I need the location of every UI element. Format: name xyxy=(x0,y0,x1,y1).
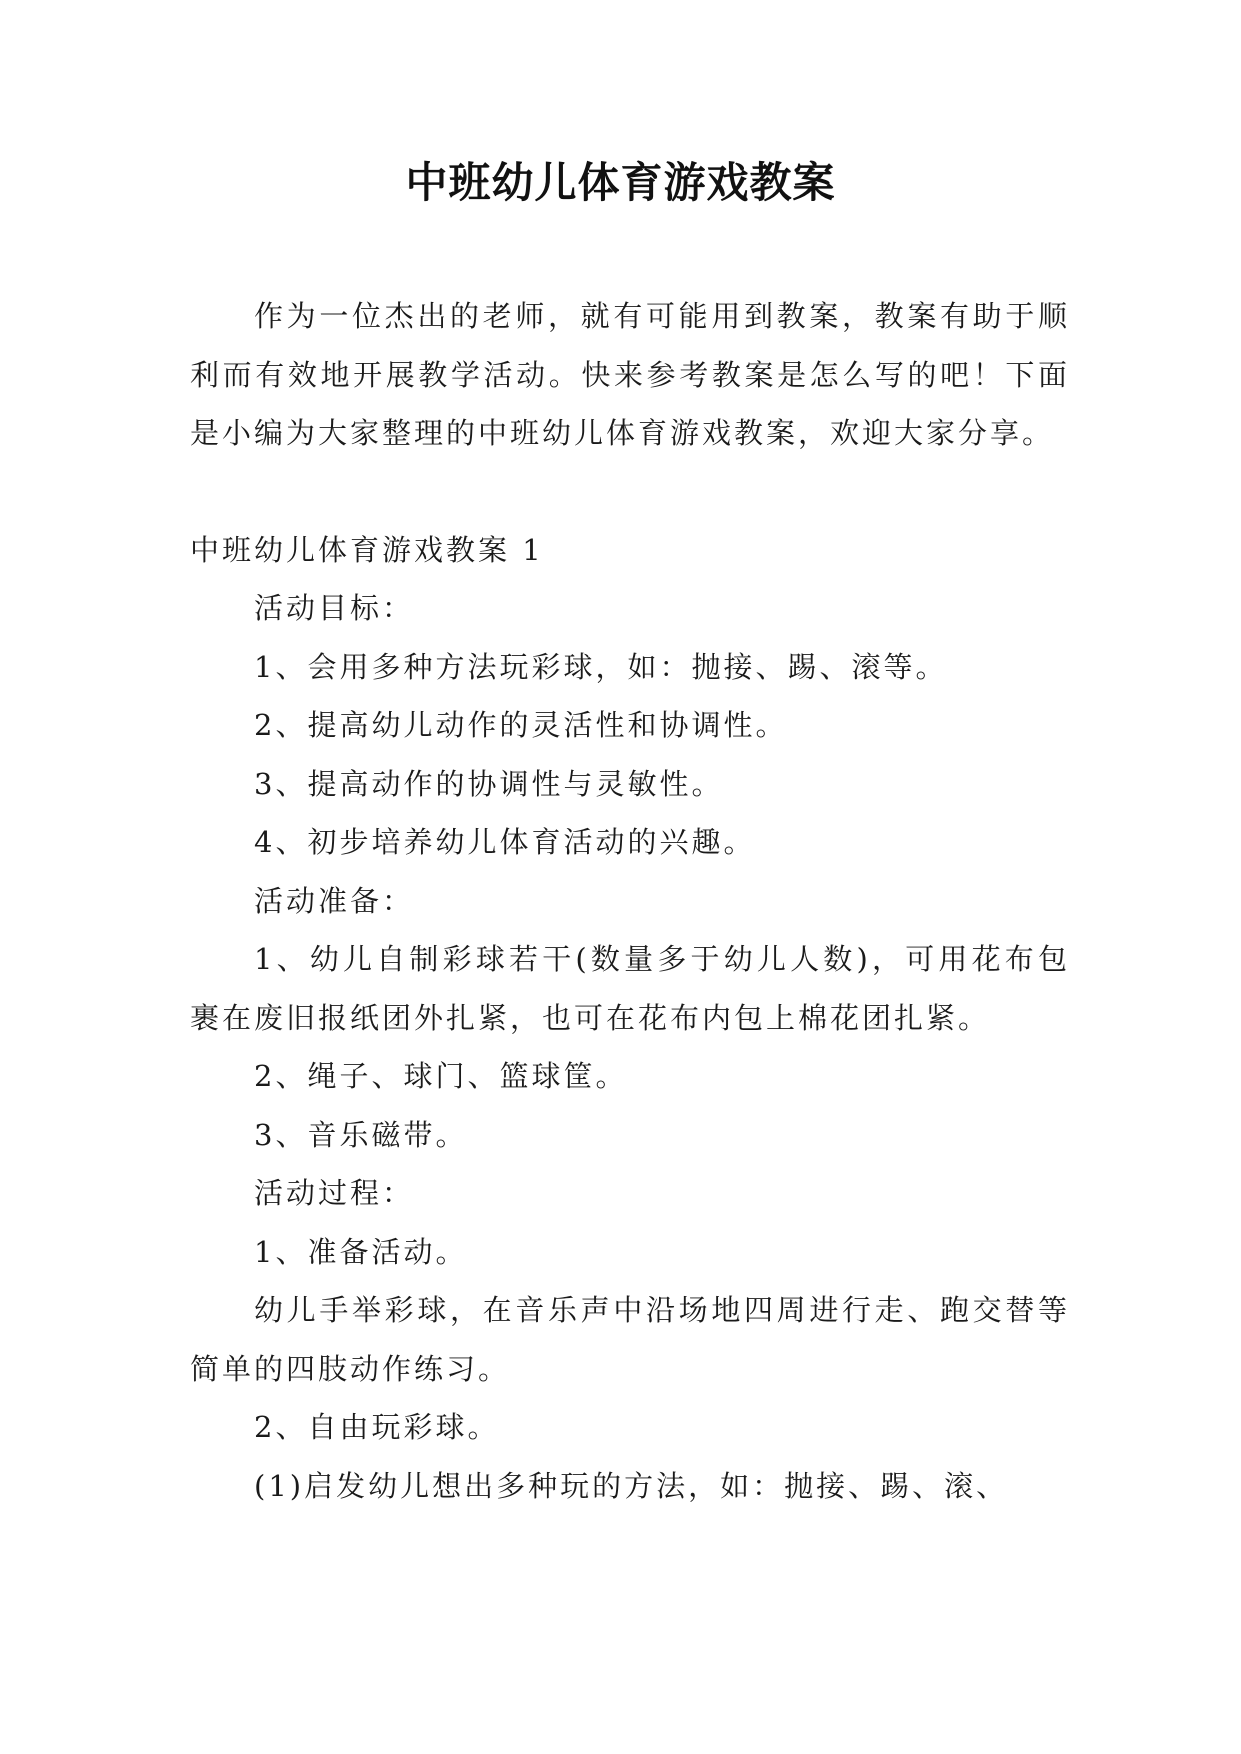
goal-item: 4、初步培养幼儿体育活动的兴趣。 xyxy=(254,825,756,859)
intro-paragraph: 作为一位杰出的老师，就有可能用到教案，教案有助于顺利而有效地开展教学活动。快来参考教案是怎么写的吧！下面是小编为大家整理的中班幼儿体育游戏教案，欢迎大家分享。 xyxy=(190,299,1070,450)
prep-item: 3、音乐磁带。 xyxy=(254,1117,468,1152)
section-heading: 中班幼儿体育游戏教案 1 xyxy=(190,532,544,567)
goals-label: 活动目标： xyxy=(254,591,415,625)
prep-item: 1、幼儿自制彩球若干(数量多于幼儿人数)，可用花布包裹在废旧报纸团外扎紧，也可在花布内包上棉花团扎紧。 xyxy=(190,942,1070,1035)
goal-item: 2、提高幼儿动作的灵活性和协调性。 xyxy=(254,708,788,742)
document-body xyxy=(190,287,1070,1515)
paragraph-spacer xyxy=(190,463,1070,521)
process-label: 活动过程： xyxy=(254,1176,415,1210)
process-item: 1、准备活动。 xyxy=(254,1234,468,1269)
prep-label: 活动准备： xyxy=(254,883,415,918)
prep-item: 2、绳子、球门、篮球筐。 xyxy=(254,1059,628,1093)
process-item: 2、自由玩彩球。 xyxy=(254,1410,500,1444)
document-title: 中班幼儿体育游戏教案 xyxy=(405,158,836,207)
goal-item: 1、会用多种方法玩彩球，如：抛接、踢、滚等。 xyxy=(254,649,948,684)
process-item: 幼儿手举彩球，在音乐声中沿场地四周进行走、跑交替等简单的四肢动作练习。 xyxy=(190,1293,1070,1386)
goal-item: 3、提高动作的协调性与灵敏性。 xyxy=(254,766,724,801)
process-item: (1)启发幼儿想出多种玩的方法，如：抛接、踢、滚、 xyxy=(254,1468,1009,1503)
